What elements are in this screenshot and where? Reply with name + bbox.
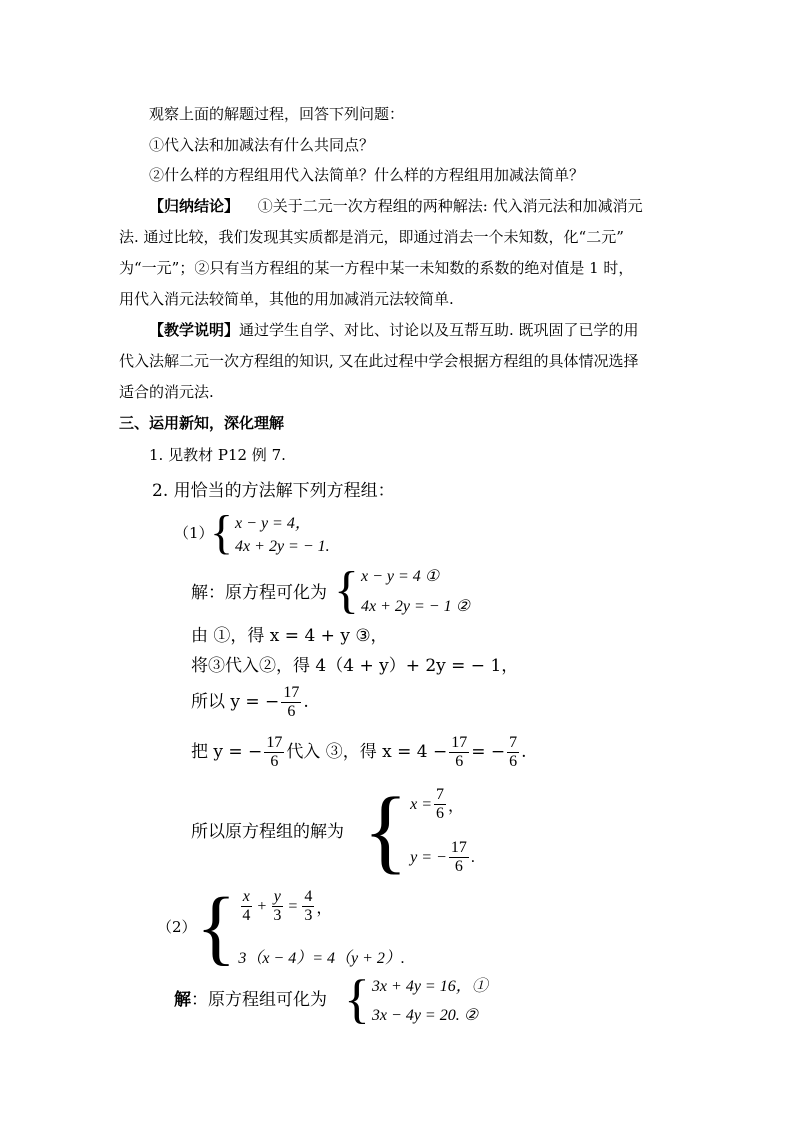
observe-text: 观察上面的解题过程，回答下列问题： (149, 105, 405, 123)
step-4-text-b: 代入 ③，得 x = 4 − (286, 742, 448, 762)
step-4-text-a: 把 y = − (191, 742, 263, 762)
fraction-denominator: 3 (304, 907, 313, 924)
fraction-denominator: 4 (242, 907, 251, 924)
fraction (264, 734, 284, 771)
plus-sign: + (257, 897, 267, 915)
left-brace: { (210, 506, 234, 559)
fraction-denominator: 3 (273, 907, 282, 924)
fraction-denominator: 6 (436, 805, 445, 822)
conclusion-line-3: 为“一元”；②只有当方程组的某一方程中某一未知数的系数的绝对值是 1 时， (119, 259, 634, 277)
fraction-numerator: 7 (436, 786, 445, 803)
problem-1-step-1: 由 ①，得 x = 4 + y ③， (191, 626, 388, 646)
fraction (302, 888, 314, 925)
problem-1-answer-prefix: 所以原方程组的解为 (191, 822, 344, 842)
step-3-text: 所以 y = − (191, 692, 280, 712)
conclusion-line-2: 法. 通过比较，我们发现其实质都是消元，即通过消去一个未知数，化“二元” (119, 228, 624, 246)
left-brace: { (363, 779, 409, 883)
problem-1-step-3: 所以 y = − $\frac{17}{6}$ . (191, 682, 309, 722)
conclusion-line-1 (149, 196, 643, 216)
teaching-label: 【教学说明】 (149, 321, 240, 339)
conclusion-text-1: ①关于二元一次方程组的两种解法: 代入消元法和加减消元 (257, 197, 643, 215)
problem-1-step-4: 把 y = − $\frac{17}{6}$ 代入 ③，得 x = 4 − $\frac{17}{6}$ = − $\frac{7}{6}$ . (191, 732, 527, 772)
problem-1-label: （1） (174, 524, 214, 542)
fraction-numerator: 4 (304, 888, 313, 905)
fraction-numerator: y (273, 888, 281, 905)
equals-sign: = (288, 897, 298, 915)
section-heading: 三、运用新知，深化理解 (119, 414, 285, 432)
question-1: ①代入法和加减法有什么共同点？ (149, 136, 375, 154)
problem-1-eq-1: x − y = 4， (235, 515, 311, 532)
answer-x-label: x = (410, 795, 433, 813)
fraction (434, 786, 446, 823)
problem-2-solution-prefix (174, 990, 327, 1010)
problem-1-solution-eq-1: x − y = 4 ① (360, 568, 440, 585)
problem-1-step-2: 将③代入②，得 4（4 + y）+ 2y = − 1， (191, 656, 519, 676)
problem-2-solution-system (344, 969, 488, 1029)
fraction (449, 734, 469, 771)
solution-prefix-text: ：原方程组可化为 (191, 990, 327, 1010)
fraction-numerator: 17 (451, 733, 468, 751)
fraction-denominator: 6 (287, 702, 296, 720)
fraction-denominator: 6 (509, 752, 518, 770)
problem-1-system (210, 506, 330, 559)
problem-1-solution-prefix: 解：原方程可化为 (191, 583, 327, 603)
fraction (449, 839, 469, 876)
fraction-numerator: 7 (509, 733, 518, 751)
fraction-numerator: 17 (450, 839, 467, 856)
question-2: ②什么样的方程组用代入法简单？什么样的方程组用加减法简单？ (149, 166, 585, 184)
item-1: 1. 见教材 P12 例 7. (149, 446, 286, 464)
fraction (281, 684, 301, 721)
item-2: 2. 用恰当的方法解下列方程组： (152, 481, 395, 501)
left-brace: { (334, 562, 359, 619)
problem-1-answer-system: { x = $\frac{7}{6}$ ， y = − $\frac{17}{6}$ . (363, 779, 475, 883)
teaching-line-1 (149, 320, 639, 340)
step-4-text-c: = − (471, 742, 506, 762)
teaching-line-2: 代入法解二元一次方程组的知识, 又在此过程中学会根据方程组的具体情况选择 (119, 352, 639, 370)
fraction-denominator: 6 (455, 752, 464, 770)
comma: ， (316, 900, 333, 917)
answer-y-label: y = − (410, 848, 447, 866)
solution-bold-label: 解 (174, 990, 191, 1010)
fraction-numerator: 17 (266, 733, 283, 751)
problem-2-system (196, 881, 405, 974)
fraction-numerator: x (242, 888, 250, 905)
problem-1-eq-2: 4x + 2y = − 1. (235, 538, 330, 555)
problem-2-eq-2: 3（x − 4）= 4（y + 2）. (238, 950, 405, 967)
fraction-denominator: 6 (454, 858, 463, 875)
problem-2-label: （2） (157, 918, 197, 936)
conclusion-label: 【归纳结论】 (149, 197, 240, 215)
teaching-text-1: 通过学生自学、对比、讨论以及互帮互助. 既巩固了已学的用 (239, 321, 639, 339)
teaching-line-3: 适合的消元法. (119, 383, 214, 401)
fraction (271, 888, 283, 925)
fraction-numerator: 17 (283, 683, 300, 701)
fraction (240, 888, 252, 925)
conclusion-line-4: 用代入消元法较简单，其他的用加减消元法较简单. (119, 290, 454, 308)
problem-2-solution-eq-2: 3x − 4y = 20. ② (371, 1007, 479, 1024)
fraction-denominator: 6 (270, 752, 279, 770)
problem-2-solution-eq-1: 3x + 4y = 16，① (371, 978, 488, 995)
problem-1-solution-eq-2: 4x + 2y = − 1 ② (360, 598, 470, 615)
left-brace: { (196, 881, 237, 974)
left-brace: { (344, 969, 370, 1029)
problem-1-solution-system (334, 562, 470, 619)
fraction (507, 734, 519, 771)
